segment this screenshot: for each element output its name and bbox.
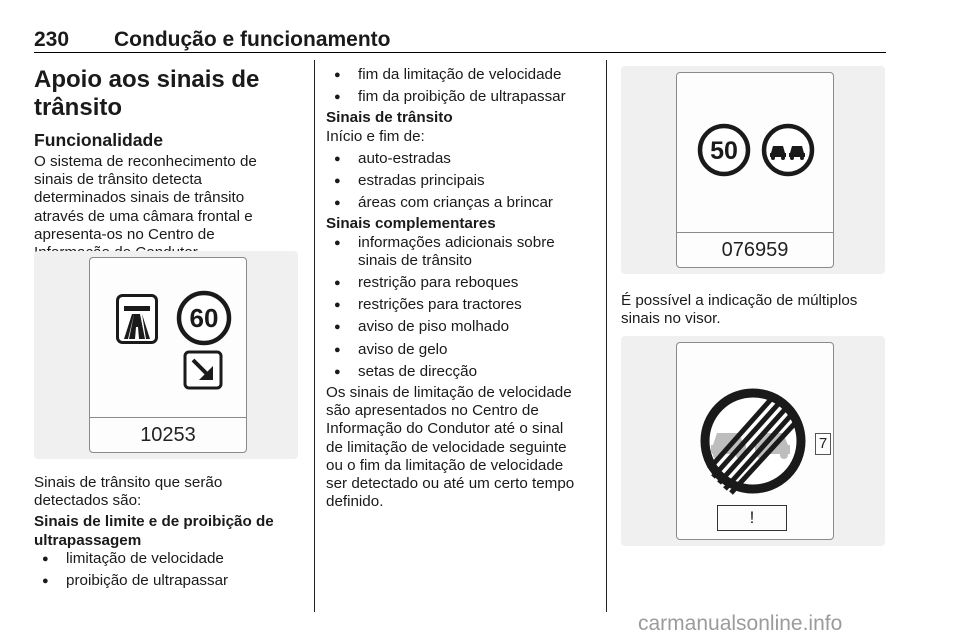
column-divider-2 bbox=[606, 60, 607, 612]
list-item: ● fim da limitação de velocidade bbox=[326, 66, 602, 84]
display-screen bbox=[676, 342, 834, 540]
detected-intro: Sinais de trânsito que serão detectados são: bbox=[34, 474, 223, 510]
direction-arrow-icon bbox=[183, 350, 223, 390]
list-item: ● informações adicionais sobre sinais de trânsito bbox=[326, 234, 602, 270]
motorway-icon bbox=[116, 294, 158, 344]
section-subtitle: Funcionalidade bbox=[34, 130, 164, 150]
chapter-title: Condução e funcionamento bbox=[114, 28, 391, 51]
watermark: carmanualsonline.info bbox=[638, 612, 843, 635]
figure-end-overtaking-display bbox=[621, 336, 885, 546]
column-divider-1 bbox=[314, 60, 315, 612]
supplementary-sign bbox=[815, 433, 831, 455]
column-2 bbox=[326, 66, 602, 511]
multiple-signs-text: É possível a indicação de múltiplos sinais no visor. bbox=[621, 292, 858, 328]
display-code: 10253 bbox=[90, 417, 246, 452]
supplementary-number: 7 bbox=[818, 435, 828, 452]
display-code: 076959 bbox=[677, 232, 833, 267]
page-header bbox=[34, 28, 886, 53]
signs-heading: Sinais de trânsito bbox=[326, 109, 453, 127]
list-item: ● auto-estradas bbox=[326, 150, 602, 168]
complementary-heading: Sinais complementares bbox=[326, 215, 496, 233]
display-screen bbox=[676, 72, 834, 268]
list-item: ● áreas com crianças a brincar bbox=[326, 194, 602, 212]
signs-list bbox=[326, 150, 602, 213]
list-item: ● restrições para tractores bbox=[326, 296, 602, 314]
display-screen bbox=[89, 257, 247, 453]
section-title: Apoio aos sinais de trânsito bbox=[34, 66, 260, 121]
list-item: ● estradas principais bbox=[326, 172, 602, 190]
figure-motorway-display bbox=[34, 251, 298, 459]
signs-intro: Início e fim de: bbox=[326, 127, 425, 145]
list-item: ● limitação de velocidade bbox=[34, 550, 308, 568]
warning-box bbox=[717, 505, 787, 531]
end-of-no-overtaking-icon bbox=[699, 387, 807, 495]
column-3-text bbox=[621, 292, 885, 328]
speed-limit-60-icon bbox=[176, 290, 232, 346]
figure-speed-overtaking-display bbox=[621, 66, 885, 274]
intro-paragraph: O sistema de reconhecimento de sinais de trânsito detecta determinados sinais de trânsito através de uma câmara frontal e apresenta-os no Centro de bbox=[34, 153, 257, 243]
page-number: 230 bbox=[34, 28, 70, 51]
list-item: ● restrição para reboques bbox=[326, 274, 602, 292]
limit-list bbox=[34, 550, 308, 590]
list-item: ● aviso de gelo bbox=[326, 341, 602, 359]
list-item: ● fim da proibição de ultrapassar bbox=[326, 88, 602, 106]
list-item: ● setas de direcção bbox=[326, 363, 602, 381]
column-1 bbox=[34, 66, 308, 262]
limit-list-continued bbox=[326, 66, 602, 106]
no-overtaking-icon bbox=[761, 123, 815, 177]
limit-heading: Sinais de limite e de proibição de ultrapassagem bbox=[34, 513, 274, 549]
exclamation-mark: ! bbox=[749, 508, 755, 527]
complementary-list bbox=[326, 234, 602, 381]
speed-limit-50-icon bbox=[697, 123, 751, 177]
list-item: ● aviso de piso molhado bbox=[326, 318, 602, 336]
column-1-lower bbox=[34, 474, 308, 590]
list-item: ● proibição de ultrapassar bbox=[34, 572, 308, 590]
speed-limit-value: 60 bbox=[189, 303, 219, 333]
speed-limit-paragraph: Os sinais de limitação de velocidade são apresentados no Centro de Informação do Condutor até o sinal de limitação de velocidade seguinte ou o fim da limitação de velocidade ser detectado ou até um certo tempo definido. bbox=[326, 384, 575, 511]
speed-limit-value: 50 bbox=[710, 137, 738, 165]
